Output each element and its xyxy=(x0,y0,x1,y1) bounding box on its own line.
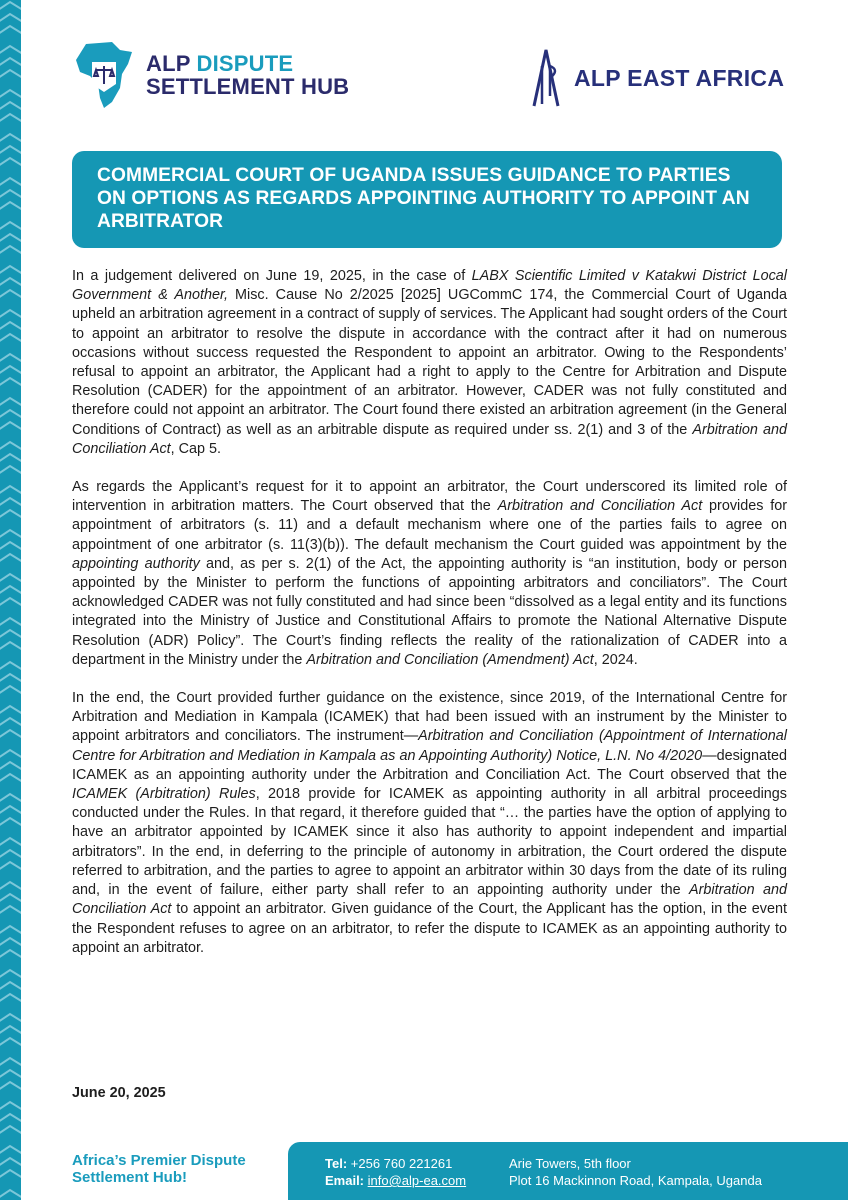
address-line-1: Arie Towers, 5th floor xyxy=(509,1156,631,1171)
text-run: —designated ICAMEK as an appointing authority under the Arbitration and Conciliation Act. The Court observed that the xyxy=(72,747,787,783)
italic-notice-name: Arbitration and Conciliation (Appointment of International Centre for Arbitration and Mediation in Kampala as an Appointing Authority) Notice, L.N. No 4/2020 xyxy=(72,728,787,764)
italic-case-name: LABX Scientific Limited v Katakwi District Local Government & Another, xyxy=(72,268,788,304)
logo-dispute-word: DISPUTE xyxy=(190,51,294,76)
italic-act-name: Arbitration and Conciliation Act xyxy=(497,498,703,515)
alp-east-africa-logo xyxy=(528,46,784,110)
text-run: and, as per s. 2(1) of the Act, the appointing authority is “an institution, body or person appointed by the Minister to perform the functions of appointing arbitrators and conciliators”. The Court acknowledged CADER was not fully constituted and had since been “dissolved as a legal entity and its functions integrated into the Ministry of Justice and Constitutional Affairs to promote the National Alternative Dispute Resolution (ADR) Policy”. The Court’s finding reflects the reality of the rationalization of CADER into a department in the Ministry under the xyxy=(72,555,787,668)
footer-tagline xyxy=(72,1152,246,1186)
text-run: provides for appointment of arbitrators (s. 11) and a default mechanism where one of the parties fails to agree on appointment of one arbitrator (s. 11(3)(b)). The default mechanism the Court guided was appointment by the xyxy=(72,498,787,553)
alp-dispute-settlement-hub-logo xyxy=(72,38,349,112)
hub-logo-text xyxy=(146,52,349,98)
africa-map-icon xyxy=(72,38,138,112)
alp-east-africa-text: ALP EAST AFRICA xyxy=(574,64,785,91)
italic-act-name: Arbitration and Conciliation Act xyxy=(72,421,787,457)
italic-act-name: Arbitration and Conciliation (Amendment) Act xyxy=(306,651,594,668)
office-address xyxy=(509,1155,762,1189)
contact-info xyxy=(325,1155,466,1189)
paragraph-2 xyxy=(72,478,787,670)
tagline-line-1: Africa’s Premier Dispute xyxy=(72,1152,246,1169)
address-line-2: Plot 16 Mackinnon Road, Kampala, Uganda xyxy=(509,1173,762,1188)
tagline-line-2: Settlement Hub! xyxy=(72,1169,188,1186)
email-label: Email: xyxy=(325,1173,365,1188)
paragraph-3 xyxy=(72,689,787,958)
italic-term: appointing authority xyxy=(72,555,200,572)
text-run: Misc. Cause No 2/2025 [2025] UGCommC 174, the Commercial Court of Uganda upheld an arbitration agreement in a contract of supply of services. The Applicant had sought orders of the Court to appoint an arbitrator to resolve the dispute in accordance with the contract after it had on numerous occasions without success requested the Respondent to appoint an arbitrator. Owing to the Respondents’ refusal to appoint an arbitrator, the Applicant had a right to apply to the Centre for Arbitration and Dispute Resolution (CADER) for the appointment of an arbitrator. However, CADER was not fully constituted and therefore could not appoint an arbitrator. The Court found there existed an arbitration agreement (in the General Conditions of Contract) as well as an arbitrable dispute as required under ss. 2(1) and 3 of the xyxy=(72,287,788,438)
italic-rules-name: ICAMEK (Arbitration) Rules xyxy=(72,786,256,803)
text-run: In a judgement delivered on June 19, 2025, in the case of xyxy=(72,268,472,284)
text-run: , Cap 5. xyxy=(170,440,222,457)
email-link[interactable]: info@alp-ea.com xyxy=(367,1173,467,1188)
logo-alp-word: ALP xyxy=(146,51,191,76)
side-pattern-strip xyxy=(0,0,21,1200)
pattern-icon xyxy=(0,0,21,1200)
headline-banner xyxy=(72,151,782,248)
text-run: In the end, the Court provided further guidance on the existence, since 2019, of the International Centre for Arbitration and Mediation in Kampala (ICAMEK) that had been issued with an instrument by the Minister to appoint arbitrators and conciliators. The instrument— xyxy=(72,690,787,745)
article-body xyxy=(72,267,787,977)
italic-act-name: Arbitration and Conciliation Act xyxy=(72,882,787,918)
text-run: As regards the Applicant’s request for it to appoint an arbitrator, the Court underscored its limited role of intervention in arbitration matters. The Court observed that the xyxy=(72,479,787,515)
text-run: , 2024. xyxy=(593,651,638,668)
tel-label: Tel: xyxy=(325,1156,348,1171)
tel-value[interactable]: +256 760 221261 xyxy=(347,1156,453,1171)
footer-contact-bar xyxy=(288,1142,848,1200)
publication-date: June 20, 2025 xyxy=(72,1085,166,1101)
text-run: to appoint an arbitrator. Given guidance of the Court, the Applicant has the option, in the event the Respondent refuses to agree on an arbitrator, to refer the dispute to ICAMEK as an appointing authority to appoint an arbitrator. xyxy=(72,901,787,956)
alp-monogram-icon xyxy=(528,46,564,110)
paragraph-1 xyxy=(72,267,787,459)
logo-settlement-hub: SETTLEMENT HUB xyxy=(146,74,350,99)
page-title: COMMERCIAL COURT OF UGANDA ISSUES GUIDANCE TO PARTIES ON OPTIONS AS REGARDS APPOINTING AUTHORITY TO APPOINT AN ARBITRATOR xyxy=(97,165,750,232)
text-run: , 2018 provide for ICAMEK as appointing authority in all arbitral proceedings conducted under the Rules. In that regard, it therefore guided that “… the parties have the option of applying to have an arbitrator appointed by ICAMEK since it also has authority to appoint independent and impartial arbitrators”. In the end, in deferring to the principle of autonomy in arbitration, the Court ordered the dispute referred to arbitration, and the parties to agree to appoint an arbitrator within 30 days from the date of its ruling and, in the event of failure, either party shall refer to an appointing authority under the xyxy=(72,786,787,899)
